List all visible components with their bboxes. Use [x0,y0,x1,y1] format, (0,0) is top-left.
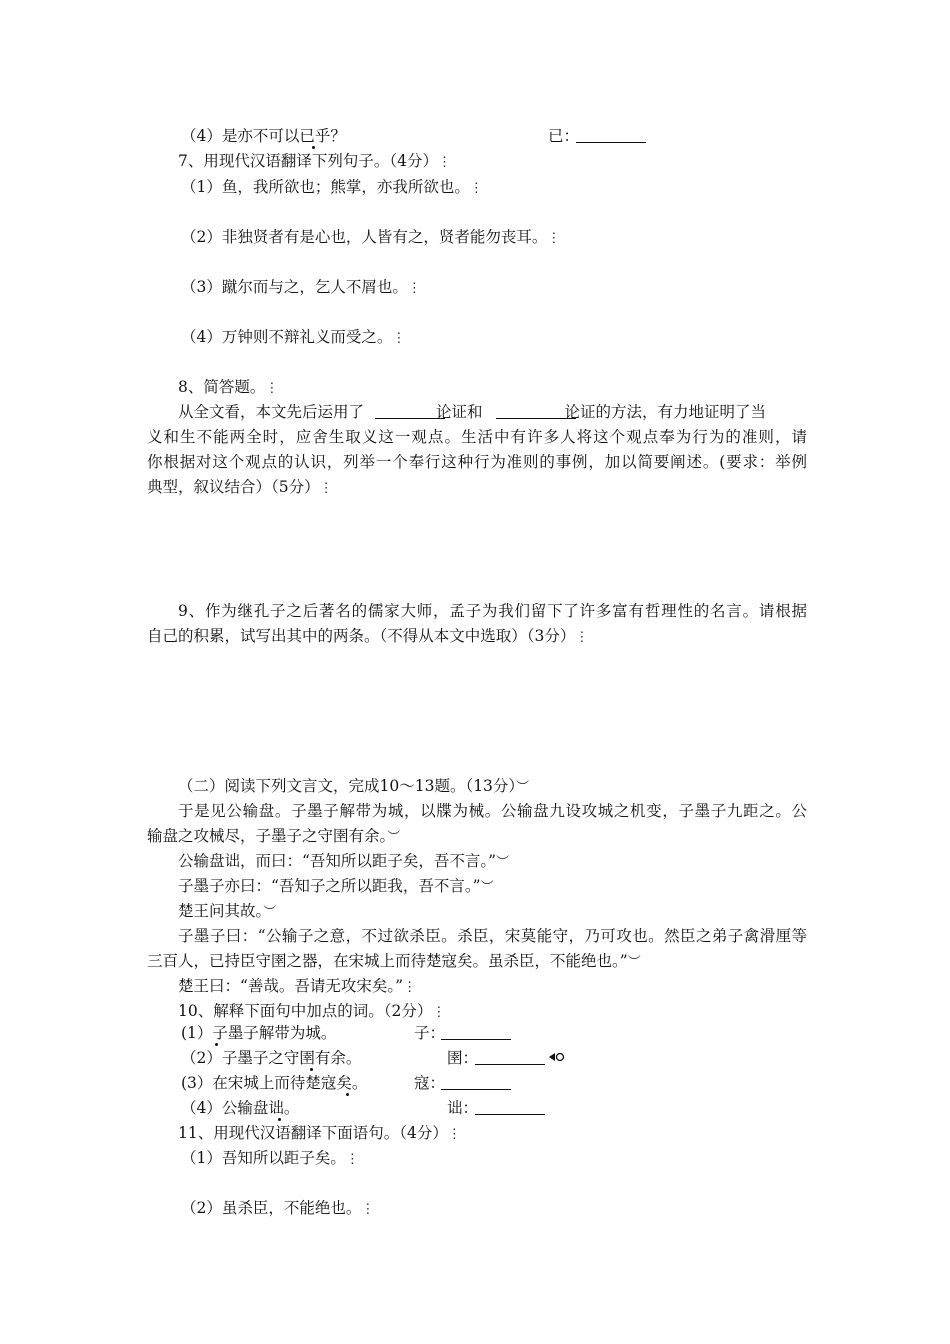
answer-blank[interactable] [475,1064,545,1065]
q7-item-3: （3）蹴尔而与之，乞人不屑也。⋮ [181,278,421,296]
paragraph-mark-icon: ⋮ [447,1127,461,1142]
q10-item-1-label: 子： [414,1024,446,1042]
paragraph-mark-icon: ⋮ [319,481,333,496]
line-break-mark-icon: ︶ [516,780,530,795]
line-break-mark-icon: ︶ [480,880,494,895]
passage-line-1: 于是见公输盘。子墨子解带为城，以牒为械。公输盘九设攻城之机变，子墨子九距之。公 [178,802,807,820]
paragraph-mark-icon: ⋮ [403,980,417,995]
q6-item-4: （4）是亦不可以已乎？ [181,127,346,145]
part2-heading: （二）阅读下列文言文，完成10～13题。（13分）︶ [178,777,530,795]
paragraph-mark-icon: ⋮ [432,1005,446,1020]
paragraph-mark-icon: ⋮ [437,155,451,170]
passage-line-3: 公输盘诎，而曰：“吾知所以距子矣，吾不言。”︶ [178,852,510,870]
emphasis-dot [312,146,315,149]
answer-blank[interactable] [375,418,445,419]
q10-item-2-label: 圉： [447,1049,479,1067]
answer-blank[interactable] [441,1039,511,1040]
line-break-mark-icon: ︶ [627,955,641,970]
q6-item-4-answer-label: 已： [548,127,580,145]
passage-line-8: 楚王曰：“善哉。吾请无攻宋矣。”⋮ [178,977,417,995]
answer-blank[interactable] [496,418,576,419]
paragraph-mark-icon: ⋮ [575,630,589,645]
q10-item-2: （2）子墨子之守圉有余。 [181,1049,362,1067]
paragraph-mark-icon: ⋮ [345,1152,359,1167]
q11-title: 11、用现代汉语翻译下面语句。（4分）⋮ [178,1124,461,1142]
q7-item-1: （1）鱼，我所欲也；熊掌，亦我所欲也。⋮ [181,178,483,196]
q10-item-3: (3）在宋城上而待楚寇矣。 [181,1074,368,1092]
q7-item-2: （2）非独贤者有是心也，人皆有之，贤者能勿丧耳。⋮ [181,228,561,246]
paragraph-mark-icon: ⋮ [407,281,421,296]
emphasis-dot [215,1043,218,1046]
q10-title: 10、解释下面句中加点的词。（2分）⋮ [178,1002,446,1020]
q8-line-4: 典型，叙议结合）（5分）⋮ [147,478,333,496]
line-break-mark-icon: ︶ [387,830,401,845]
anchor-mark-icon [547,1050,567,1064]
paragraph-mark-icon: ⋮ [469,181,483,196]
line-break-mark-icon: ︶ [496,855,510,870]
q7-item-4: （4）万钟则不辩礼义而受之。⋮ [181,328,406,346]
q7-title: 7、用现代汉语翻译下列句子。（4分）⋮ [178,152,451,170]
answer-blank[interactable] [475,1114,545,1115]
emphasis-dot [310,1068,313,1071]
answer-blank[interactable] [441,1089,511,1090]
paragraph-mark-icon: ⋮ [265,381,279,396]
emphasis-dot [346,1093,349,1096]
passage-line-4: 子墨子亦曰：“吾知子之所以距我，吾不言。”︶ [178,877,494,895]
emphasis-dot [278,1118,281,1121]
passage-line-7: 三百人，已持臣守圉之器，在宋城上而待楚寇矣。虽杀臣，不能绝也。”︶ [147,952,641,970]
q8-line-3: 你根据对这个观点的认识，列举一个奉行这种行为准则的事例，加以简要阐述。(要求：举例 [147,453,807,471]
line-break-mark-icon: ︶ [263,905,277,920]
passage-line-6: 子墨子曰：“公输子之意，不过欲杀臣。杀臣，宋莫能守，乃可攻也。然臣之弟子禽滑厘等 [178,927,807,945]
passage-line-2: 输盘之攻械尽，子墨子之守圉有余。︶ [147,827,401,845]
q9-line-2: 自己的积累，试写出其中的两条。（不得从本文中选取）（3分）⋮ [147,627,589,645]
q10-item-4-label: 诎： [447,1099,479,1117]
q8-line-1: 从全文看，本文先后运用了 论证和 论证的方法，有力地证明了当 [178,403,767,421]
paragraph-mark-icon: ⋮ [361,1202,375,1217]
q8-line-2: 义和生不能两全时，应舍生取义这一观点。生活中有许多人将这个观点奉为行为的准则，请 [147,428,807,446]
q11-item-1: （1）吾知所以距子矣。⋮ [181,1149,359,1167]
paragraph-mark-icon: ⋮ [547,231,561,246]
q10-item-1: (1）子墨子解带为城。 [181,1024,337,1042]
q11-item-2: （2）虽杀臣，不能绝也。⋮ [181,1199,375,1217]
q9-line-1: 9、作为继孔子之后著名的儒家大师，孟子为我们留下了许多富有哲理性的名言。请根据 [178,602,807,620]
answer-blank[interactable] [576,142,646,143]
passage-line-5: 楚王问其故。︶ [178,902,277,920]
q10-item-4: （4）公输盘诎。 [181,1099,300,1117]
paragraph-mark-icon: ⋮ [392,331,406,346]
q10-item-3-label: 寇： [414,1074,446,1092]
q8-title: 8、简答题。⋮ [178,378,279,396]
